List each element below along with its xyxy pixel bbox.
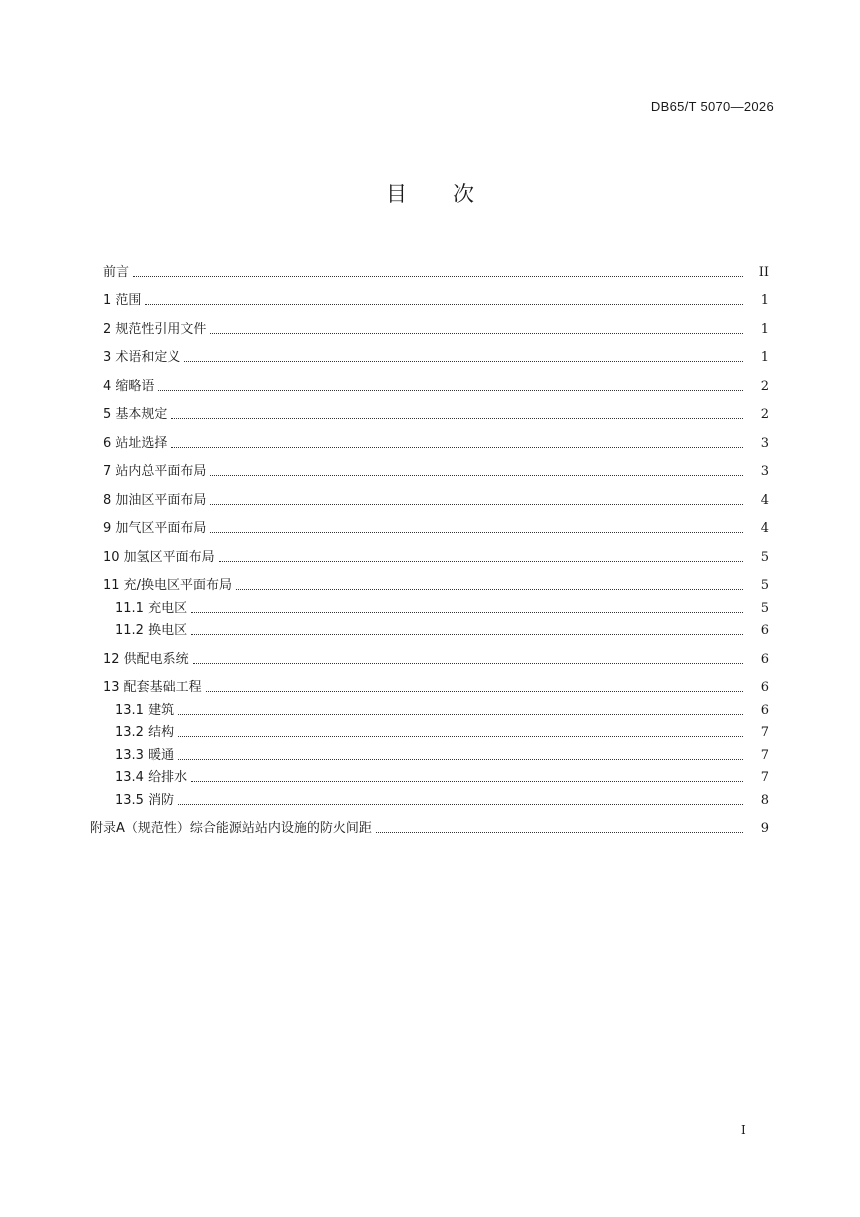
toc-leader-dots bbox=[184, 360, 743, 362]
toc-entry-label: 13.3 暖通 bbox=[115, 747, 175, 763]
toc-entry-page: II bbox=[758, 264, 769, 280]
toc-entry-label: 4 缩略语 bbox=[103, 378, 155, 394]
toc-entry-page: 6 bbox=[760, 623, 769, 638]
toc-entry-label: 6 站址选择 bbox=[103, 435, 168, 451]
toc-entry-label: 13.5 消防 bbox=[115, 792, 175, 808]
toc-entry-page: 7 bbox=[760, 747, 769, 763]
toc-leader-dots bbox=[178, 803, 743, 805]
toc-entry-page: 6 bbox=[760, 651, 769, 667]
table-of-contents bbox=[90, 258, 769, 837]
toc-leader-dots bbox=[210, 474, 743, 476]
toc-entry-label: 13 配套基础工程 bbox=[103, 680, 202, 695]
toc-entry-label: 5 基本规定 bbox=[103, 407, 168, 422]
toc-entry[interactable] bbox=[103, 480, 769, 509]
toc-entry-label: 10 加氢区平面布局 bbox=[103, 549, 215, 565]
toc-leader-dots bbox=[133, 275, 743, 277]
toc-entry-page: 5 bbox=[760, 600, 769, 616]
document-code: DB65/T 5070—2026 bbox=[650, 99, 774, 114]
toc-entry-label: 2 规范性引用文件 bbox=[103, 321, 207, 337]
toc-entry[interactable] bbox=[103, 309, 769, 338]
toc-entry[interactable] bbox=[103, 395, 769, 424]
toc-entry[interactable] bbox=[103, 281, 769, 310]
toc-entry-label: 7 站内总平面布局 bbox=[103, 464, 207, 479]
toc-entry-label: 11.2 换电区 bbox=[115, 623, 188, 638]
toc-leader-dots bbox=[193, 662, 743, 664]
toc-entry[interactable] bbox=[103, 537, 769, 566]
toc-leader-dots bbox=[171, 417, 743, 419]
toc-entry-page: 2 bbox=[760, 407, 769, 422]
title-char-2: 次 bbox=[453, 182, 474, 206]
toc-entry-page: 4 bbox=[760, 492, 769, 508]
toc-entry[interactable] bbox=[103, 423, 769, 452]
toc-entry[interactable] bbox=[103, 258, 769, 281]
toc-subentry[interactable] bbox=[103, 786, 769, 809]
toc-entry-page: 2 bbox=[760, 378, 769, 394]
toc-entry-page: 5 bbox=[760, 549, 769, 565]
toc-entry[interactable] bbox=[103, 338, 769, 367]
toc-entry-label: 8 加油区平面布局 bbox=[103, 492, 207, 508]
toc-leader-dots bbox=[191, 780, 743, 782]
toc-entry[interactable] bbox=[103, 668, 769, 697]
title-char-1: 目 bbox=[386, 182, 407, 206]
toc-entry-page: 7 bbox=[760, 725, 769, 740]
toc-leader-dots bbox=[210, 531, 743, 533]
toc-entry-page: 9 bbox=[760, 821, 769, 836]
toc-leader-dots bbox=[171, 446, 743, 448]
toc-entry[interactable] bbox=[103, 509, 769, 538]
toc-entry-page: 6 bbox=[760, 702, 769, 718]
toc-entry-label: 11 充/换电区平面布局 bbox=[103, 578, 233, 593]
toc-entry-page: 5 bbox=[760, 578, 769, 593]
toc-subentry[interactable] bbox=[103, 617, 769, 640]
toc-entry-label: 13.4 给排水 bbox=[115, 770, 188, 785]
toc-entry-page: 6 bbox=[760, 680, 769, 695]
toc-leader-dots bbox=[206, 690, 743, 692]
toc-subentry[interactable] bbox=[103, 764, 769, 787]
toc-entry-label: 12 供配电系统 bbox=[103, 651, 189, 667]
page-title bbox=[0, 178, 860, 208]
toc-subentry[interactable] bbox=[103, 741, 769, 764]
toc-entry-label: 前言 bbox=[103, 264, 130, 280]
toc-entry-label: 13.1 建筑 bbox=[115, 702, 175, 718]
toc-leader-dots bbox=[178, 735, 743, 737]
toc-entry-label: 3 术语和定义 bbox=[103, 350, 181, 365]
toc-subentry[interactable] bbox=[103, 696, 769, 719]
toc-leader-dots bbox=[158, 389, 743, 391]
toc-entry-label: 1 范围 bbox=[103, 293, 142, 308]
toc-entry-page: 8 bbox=[760, 792, 769, 808]
toc-entry-page: 1 bbox=[760, 350, 769, 365]
toc-leader-dots bbox=[210, 332, 743, 334]
toc-entry-page: 3 bbox=[760, 435, 769, 451]
toc-leader-dots bbox=[236, 588, 743, 590]
toc-entry-label: 13.2 结构 bbox=[115, 725, 175, 740]
toc-leader-dots bbox=[191, 611, 743, 613]
toc-leader-dots bbox=[145, 303, 743, 305]
toc-leader-dots bbox=[376, 831, 743, 833]
toc-leader-dots bbox=[210, 503, 743, 505]
toc-entry[interactable] bbox=[103, 366, 769, 395]
toc-entry-page: 1 bbox=[760, 293, 769, 308]
toc-subentry[interactable] bbox=[103, 594, 769, 617]
toc-entry-page: 4 bbox=[760, 521, 769, 536]
toc-appendix-entry[interactable] bbox=[90, 809, 769, 838]
toc-entry[interactable] bbox=[103, 639, 769, 668]
toc-entry-page: 1 bbox=[760, 321, 769, 337]
page-number: I bbox=[741, 1123, 746, 1137]
toc-entry-label: 9 加气区平面布局 bbox=[103, 521, 207, 536]
toc-entry-page: 7 bbox=[760, 770, 769, 785]
toc-leader-dots bbox=[219, 560, 743, 562]
toc-leader-dots bbox=[178, 713, 743, 715]
toc-subentry[interactable] bbox=[103, 719, 769, 742]
toc-entry-label: 附录A（规范性）综合能源站站内设施的防火间距 bbox=[90, 821, 372, 836]
toc-entry-page: 3 bbox=[760, 464, 769, 479]
toc-leader-dots bbox=[178, 758, 743, 760]
toc-leader-dots bbox=[191, 633, 743, 635]
toc-entry[interactable] bbox=[103, 452, 769, 481]
toc-entry-label: 11.1 充电区 bbox=[115, 600, 188, 616]
toc-entry[interactable] bbox=[103, 566, 769, 595]
